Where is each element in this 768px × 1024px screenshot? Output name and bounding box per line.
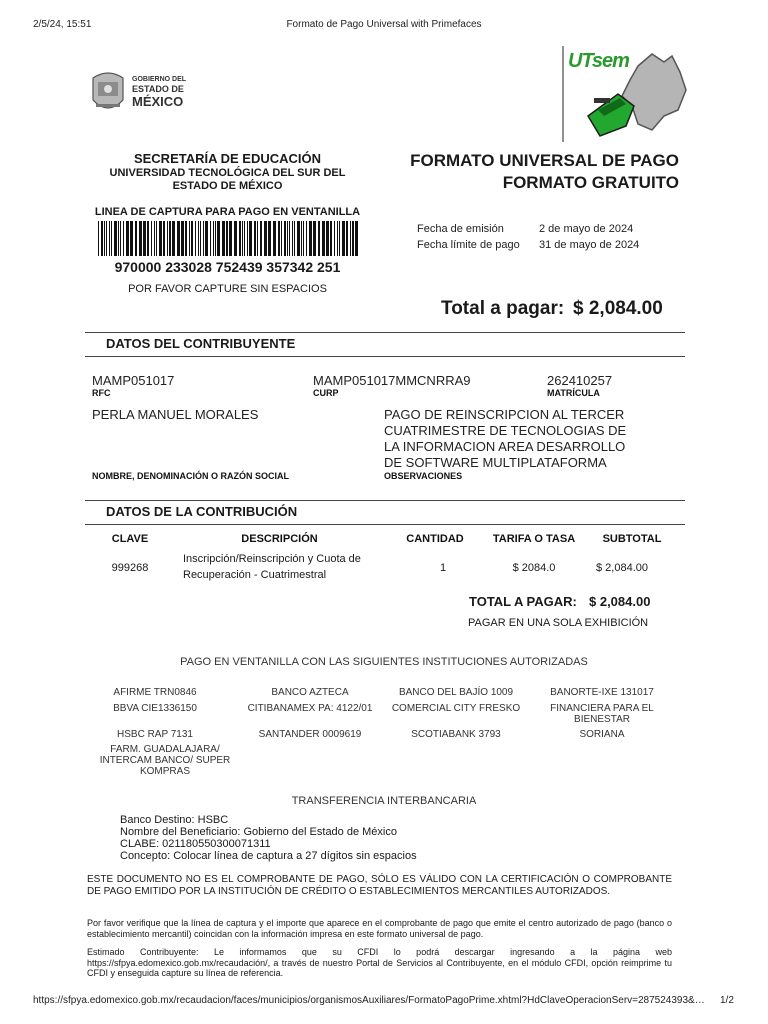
barcode-bar xyxy=(289,221,290,256)
barcode-bar xyxy=(159,221,162,256)
barcode-bar xyxy=(226,221,228,256)
barcode-bar xyxy=(156,221,157,256)
print-page-number: 1/2 xyxy=(720,995,734,1006)
barcode-bar xyxy=(147,221,149,256)
barcode-bar xyxy=(234,221,237,256)
transferencia-heading: TRANSFERENCIA INTERBANCARIA xyxy=(291,795,477,807)
barcode-bar xyxy=(260,221,262,256)
row-descripcion-line1: Inscripción/Reinscripción y Cuota de xyxy=(183,553,361,565)
barcode-bar xyxy=(114,221,117,256)
barcode-bar xyxy=(130,221,133,256)
fecha-emision-value: 2 de mayo de 2024 xyxy=(539,223,634,235)
col-tarifa: TARIFA O TASA xyxy=(492,533,576,545)
barcode-bar xyxy=(169,221,171,256)
barcode-bar xyxy=(334,221,335,256)
barcode-bar xyxy=(195,221,196,256)
barcode-bar xyxy=(337,221,338,256)
barcode-bar xyxy=(318,221,320,256)
logo-line3: MÉXICO xyxy=(132,94,184,109)
barcode-bar xyxy=(306,221,307,256)
row-clave: 999268 xyxy=(111,562,149,574)
ventanilla-heading: PAGO EN VENTANILLA CON LAS SIGUIENTES INSTITUCIONES AUTORIZADAS xyxy=(180,656,588,668)
barcode-bar xyxy=(322,221,325,256)
institution: SCOTIABANK 3793 xyxy=(411,729,501,740)
col-subtotal: SUBTOTAL xyxy=(602,533,662,545)
institution: HSBC RAP 7131 xyxy=(117,729,193,740)
observaciones-line1: PAGO DE REINSCRIPCION AL TERCER xyxy=(384,407,625,422)
barcode-bar xyxy=(163,221,165,256)
rfc-label: RFC xyxy=(92,388,111,398)
gobierno-logo xyxy=(88,66,198,120)
barcode-bar xyxy=(217,221,220,256)
capture-number: 970000 233028 752439 357342 251 xyxy=(114,259,341,275)
print-datetime: 2/5/24, 15:51 xyxy=(33,19,92,30)
curp-label: CURP xyxy=(313,388,339,398)
barcode-bar xyxy=(257,221,258,256)
matricula-label: MATRÍCULA xyxy=(547,388,600,398)
transferencia-concepto: Concepto: Colocar línea de captura a 27 dígitos sin espacios xyxy=(120,850,417,862)
barcode-bar xyxy=(98,221,99,256)
barcode-bar xyxy=(203,221,204,256)
barcode-bar xyxy=(213,221,214,256)
barcode-bar xyxy=(268,221,271,256)
row-descripcion-line2: Recuperación - Cuatrimestral xyxy=(183,569,327,581)
barcode-bar xyxy=(229,221,232,256)
universidad-line2: ESTADO DE MÉXICO xyxy=(172,180,283,192)
barcode-bar xyxy=(247,221,248,256)
observaciones-line3: LA INFORMACION AREA DESARROLLO xyxy=(384,439,626,454)
barcode-bar xyxy=(154,221,155,256)
barcode-bar xyxy=(104,221,105,256)
barcode-bar xyxy=(297,221,300,256)
barcode-bar xyxy=(177,221,180,256)
barcode-bar xyxy=(106,221,107,256)
barcode-bar xyxy=(355,221,358,256)
institution: SANTANDER 0009619 xyxy=(258,729,362,740)
barcode-bar xyxy=(284,221,286,256)
divider xyxy=(85,356,685,357)
total-pagar-value: $ 2,084.00 xyxy=(589,594,651,609)
barcode-bar xyxy=(254,221,256,256)
rfc-value: MAMP051017 xyxy=(92,373,175,388)
barcode-bar xyxy=(151,221,152,256)
barcode-bar xyxy=(301,221,302,256)
coat-of-arms-icon xyxy=(90,68,126,118)
barcode-bar xyxy=(244,221,245,256)
nombre-label: NOMBRE, DENOMINACIÓN O RAZÓN SOCIAL xyxy=(92,471,289,481)
logo-line2: ESTADO DE xyxy=(132,84,184,94)
divider xyxy=(85,332,685,333)
barcode-bar xyxy=(185,221,187,256)
barcode-bar xyxy=(143,221,146,256)
barcode-bar xyxy=(172,221,175,256)
legal-verify-note: Por favor verifique que la línea de captura y el importe que aparece en el comprobante de pago que emite el centro autorizado de pago (banco o establecimiento mercantil) coincidan con la información impresa en este formato universal de pago. xyxy=(87,918,672,939)
barcode-bar xyxy=(135,221,137,256)
secretaria-title: SECRETARÍA DE EDUCACIÓN xyxy=(133,151,322,166)
barcode-bar xyxy=(278,221,280,256)
barcode-bar xyxy=(123,221,124,256)
barcode-bar xyxy=(198,221,199,256)
barcode-bar xyxy=(281,221,282,256)
barcode-bar xyxy=(292,221,293,256)
contribucion-title: DATOS DE LA CONTRIBUCIÓN xyxy=(106,504,298,519)
institution: BANCO DEL BAJÍO 1009 xyxy=(398,687,514,698)
barcode-bar xyxy=(309,221,312,256)
divider xyxy=(85,500,685,501)
logo-line1: GOBIERNO DEL xyxy=(132,76,187,83)
legal-disclaimer: ESTE DOCUMENTO NO ES EL COMPROBANTE DE PAGO, SÓLO ES VÁLIDO CON LA CERTIFICACIÓN O COMPROBANTE DE PAGO EMITIDO POR LA INSTITUCIÓN DE CRÉDITO O ESTABLECIMIENTOS MERCANTILES AUTORIZADOS. xyxy=(87,874,672,897)
barcode-bar xyxy=(139,221,142,256)
institution: BANORTE-IXE 131017 xyxy=(550,687,654,698)
barcode-bar xyxy=(191,221,193,256)
utsem-logo xyxy=(560,44,692,144)
barcode-bar xyxy=(205,221,208,256)
fecha-limite-label: Fecha límite de pago xyxy=(417,239,520,251)
row-subtotal: $ 2,084.00 xyxy=(596,562,648,574)
barcode-bar xyxy=(210,221,211,256)
divider xyxy=(85,524,685,525)
print-url: https://sfpya.edomexico.gob.mx/recaudacion/faces/municipios/organismosAuxiliares/FormatoPagoPrime.xhtml?HdClaveOperacionServ=287524393&… xyxy=(33,995,705,1006)
capture-heading: LINEA DE CAPTURA PARA PAGO EN VENTANILLA xyxy=(94,206,361,218)
institution: COMERCIAL CITY FRESKO xyxy=(391,703,521,714)
row-cantidad: 1 xyxy=(439,562,447,574)
barcode-bar xyxy=(330,221,332,256)
fecha-limite-value: 31 de mayo de 2024 xyxy=(539,239,640,251)
col-cantidad: CANTIDAD xyxy=(406,533,464,545)
form-title-line2: FORMATO GRATUITO xyxy=(502,173,679,192)
form-title-line1: FORMATO UNIVERSAL DE PAGO xyxy=(410,151,679,170)
barcode-bar xyxy=(101,221,103,256)
barcode-bar xyxy=(352,221,354,256)
barcode-bar xyxy=(109,221,110,256)
barcode-bar xyxy=(346,221,348,256)
institution: BBVA CIE1336150 xyxy=(113,703,197,714)
matricula-value: 262410257 xyxy=(547,373,613,388)
col-clave: CLAVE xyxy=(111,533,149,545)
institution: FARM. GUADALAJARA/ INTERCAM BANCO/ SUPER KOMPRAS xyxy=(99,744,231,777)
barcode-bar xyxy=(264,221,267,256)
legal-cfdi-note: Estimado Contribuyente: Le informamos que su CFDI lo podrá descargar ingresando a la página web https://sfpya.edomexico.gob.mx/recaudación/, a través de nuestro Portal de Servicios al Contribuyente, en el módulo CFDI, opción reimprime tu CFDI y enseguida capture su línea de referencia. xyxy=(87,947,672,978)
barcode-bar xyxy=(242,221,243,256)
barcode-bar xyxy=(222,221,225,256)
barcode-bar xyxy=(215,221,216,256)
fecha-emision-label: Fecha de emisión xyxy=(417,223,504,235)
barcode-bar xyxy=(239,221,241,256)
transferencia-banco: Banco Destino: HSBC xyxy=(120,814,229,826)
barcode-bar xyxy=(200,221,201,256)
institution: SORIANA xyxy=(579,729,625,740)
barcode-bar xyxy=(189,221,190,256)
observaciones-line4: DE SOFTWARE MULTIPLATAFORMA xyxy=(384,455,607,470)
barcode-bar xyxy=(273,221,276,256)
barcode-bar xyxy=(326,221,329,256)
barcode-bar xyxy=(313,221,316,256)
barcode-bar xyxy=(249,221,252,256)
institution: BANCO AZTECA xyxy=(271,687,349,698)
row-tarifa: $ 2084.0 xyxy=(512,562,556,574)
contribuyente-title: DATOS DEL CONTRIBUYENTE xyxy=(106,336,296,351)
curp-value: MAMP051017MMCNRRA9 xyxy=(313,373,471,388)
barcode-bar xyxy=(303,221,304,256)
barcode-bar xyxy=(118,221,119,256)
barcode-bar xyxy=(181,221,184,256)
barcode-bar xyxy=(339,221,340,256)
total-label: Total a pagar: xyxy=(441,298,565,319)
print-page-title: Formato de Pago Universal with Primefaces xyxy=(286,19,482,30)
barcode-bar xyxy=(287,221,288,256)
total-value: $ 2,084.00 xyxy=(573,298,663,319)
institution: AFIRME TRN0846 xyxy=(113,687,197,698)
exhibicion-note: PAGAR EN UNA SOLA EXHIBICIÓN xyxy=(468,617,649,629)
observaciones-label: OBSERVACIONES xyxy=(384,471,463,481)
barcode-bar xyxy=(350,221,351,256)
total-pagar-label: TOTAL A PAGAR: xyxy=(469,594,577,609)
barcode-bar xyxy=(111,221,112,256)
transferencia-clabe: CLABE: 021180550300071311 xyxy=(120,838,271,850)
col-descripcion: DESCRIPCIÓN xyxy=(241,533,318,545)
universidad-line1: UNIVERSIDAD TECNOLÓGICA DEL SUR DEL xyxy=(109,167,346,179)
observaciones-line2: CUATRIMESTRE DE TECNOLOGIAS DE xyxy=(384,423,627,438)
institution: CITIBANAMEX PA: 4122/01 xyxy=(247,703,373,714)
nombre-value: PERLA MANUEL MORALES xyxy=(92,407,259,422)
transferencia-beneficiario: Nombre del Beneficiario: Gobierno del Estado de México xyxy=(120,826,397,838)
barcode-bar xyxy=(120,221,121,256)
barcode-bar xyxy=(126,221,129,256)
institution: FINANCIERA PARA EL BIENESTAR xyxy=(550,703,654,725)
barcode-bar xyxy=(342,221,345,256)
barcode xyxy=(98,221,358,256)
capture-note: POR FAVOR CAPTURE SIN ESPACIOS xyxy=(128,283,327,295)
barcode-bar xyxy=(167,221,168,256)
barcode-bar xyxy=(294,221,295,256)
utsem-text: UTsem xyxy=(568,50,629,72)
